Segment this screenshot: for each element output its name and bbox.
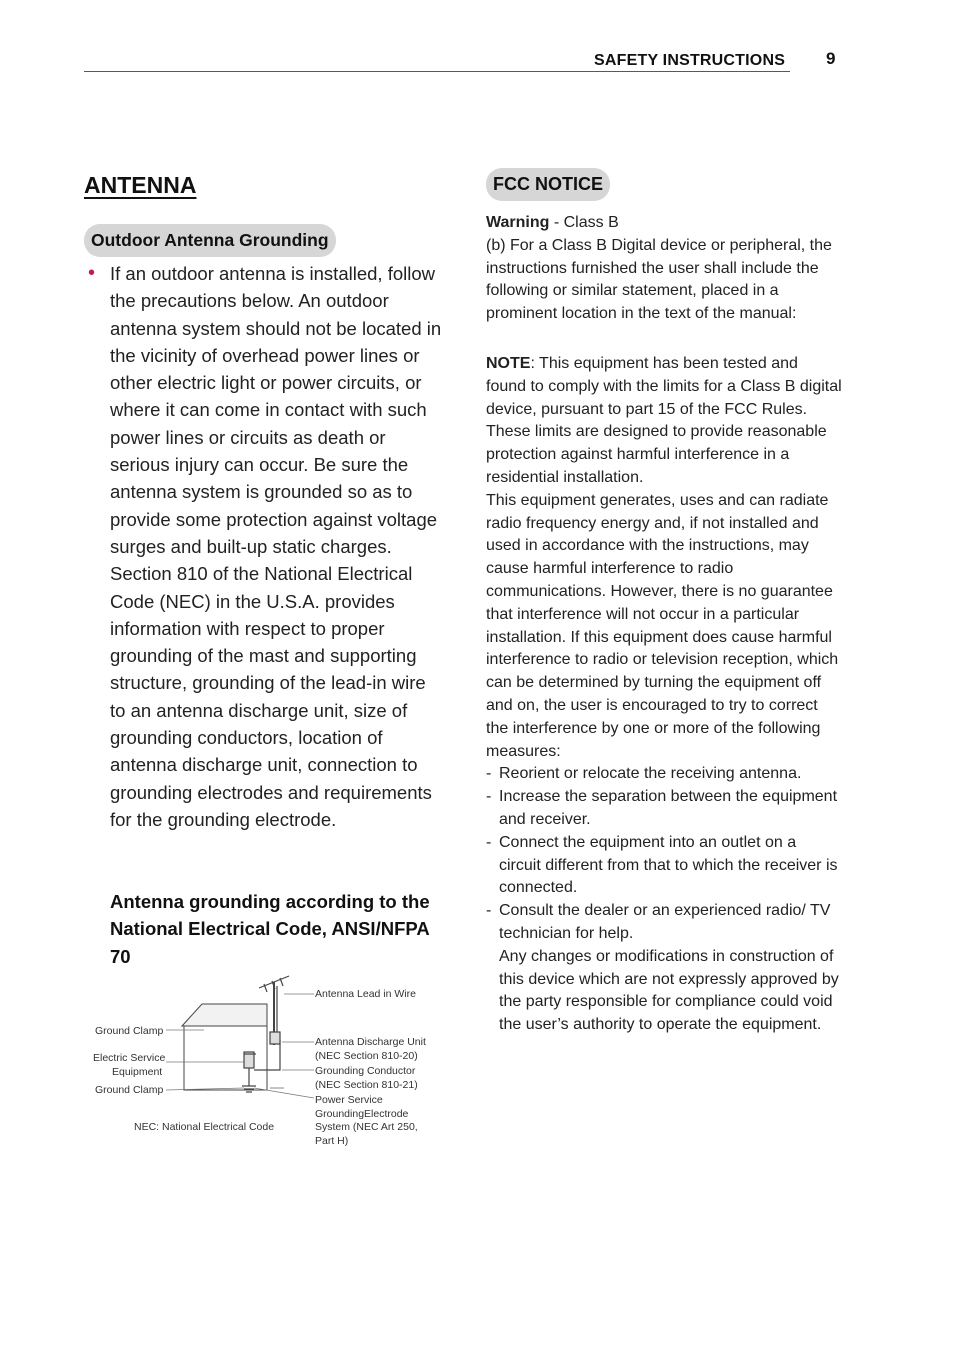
label-electric-service-1: Electric Service [93, 1052, 166, 1064]
label-power-service-4: Part H) [315, 1135, 349, 1147]
label-grounding-conductor-1: Grounding Conductor [315, 1065, 416, 1077]
label-ground-clamp-bottom: Ground Clamp [95, 1084, 164, 1096]
list-item: - Reorient or relocate the receiving antenna. [486, 765, 802, 783]
antenna-heading: ANTENNA [84, 172, 197, 198]
warning-label: Warning [486, 214, 550, 231]
section-title: SAFETY INSTRUCTIONS [594, 52, 786, 69]
label-discharge-unit-1: Antenna Discharge Unit [315, 1036, 426, 1048]
label-electric-service-2: Equipment [112, 1066, 163, 1078]
warning-line [486, 212, 842, 235]
antenna-grounding-diagram [84, 970, 444, 1155]
fcc-notice-heading: FCC NOTICE [486, 168, 610, 201]
warning-class: - Class B [549, 214, 619, 231]
class-b-paragraph: (b) For a Class B Digital device or peripheral, the instructions furnished the user shall include the following or similar statement, placed in a prominent location in the text of the manual: [486, 236, 832, 323]
label-antenna-lead-in-wire: Antenna Lead in Wire [315, 988, 416, 1000]
house-illustration [182, 1004, 284, 1090]
label-grounding-conductor-2: (NEC Section 810-21) [315, 1079, 418, 1091]
label-power-service-1: Power Service [315, 1094, 383, 1106]
grounding-caption: Antenna grounding according to the National Electrical Code, ANSI/NFPA 70 [110, 891, 430, 967]
label-power-service-2: GroundingElectrode [315, 1108, 409, 1120]
outdoor-antenna-grounding-heading: Outdoor Antenna Grounding [84, 224, 336, 257]
changes-paragraph: Any changes or modifications in construction of this device which are not expressly approved by the party responsible for compliance could void the user’s authority to operate the equipment. [499, 947, 839, 1034]
note-text: : This equipment has been tested and found to comply with the limits for a Class B digital device, pursuant to part 15 of the FCC Rules. These limits are designed to provide reasonable protection against harmful interference in a residential installation. [486, 354, 842, 486]
antenna-bullet-text: If an outdoor antenna is installed, follow the precautions below. An outdoor antenna system should not be located in the vicinity of overhead power lines or other electric light or power circuits, or where it can come in contact with such power lines or circuits as death or serious injury can occur. Be sure the antenna system is grounded so as to provide some protection against voltage surges and built-up static charges. Section 810 of the National Electrical Code (NEC) in the U.S.A. provides information with respect to proper grounding of the mast and supporting structure, grounding of the lead-in wire to an antenna discharge unit, size of grounding conductors, location of antenna discharge unit, connection to grounding electrodes and requirements for the grounding electrode. [110, 263, 442, 830]
list-item: - Connect the equipment into an outlet on a circuit different from that to which the receiver is connected. [486, 833, 838, 897]
fcc-notice-body [486, 212, 842, 1037]
antenna-illustration [242, 976, 289, 1092]
label-power-service-3: System (NEC Art 250, [315, 1121, 418, 1133]
note-paragraph [486, 353, 842, 490]
label-nec-note: NEC: National Electrical Code [134, 1121, 275, 1133]
label-ground-clamp-top: Ground Clamp [95, 1025, 164, 1037]
generates-paragraph: This equipment generates, uses and can radiate radio frequency energy and, if not installed and used in accordance with the instructions, may cause harmful interference to radio communications. However, there is no guarantee that interference will not occur in a particular installation. If this equipment does cause harmful interference to radio or television reception, which can be determined by turning the equipment off and on, the user is encouraged to try to correct the interference by one or more of the following measures: [486, 491, 839, 760]
header-rule [84, 71, 790, 72]
list-item: - Consult the dealer or an experienced radio/ TV technician for help. [486, 902, 831, 942]
label-discharge-unit-2: (NEC Section 810-20) [315, 1050, 418, 1062]
bullet-icon: • [88, 262, 96, 284]
note-label: NOTE [486, 354, 531, 372]
list-item: - Increase the separation between the equipment and receiver. [486, 788, 838, 828]
page-number: 9 [826, 49, 836, 68]
